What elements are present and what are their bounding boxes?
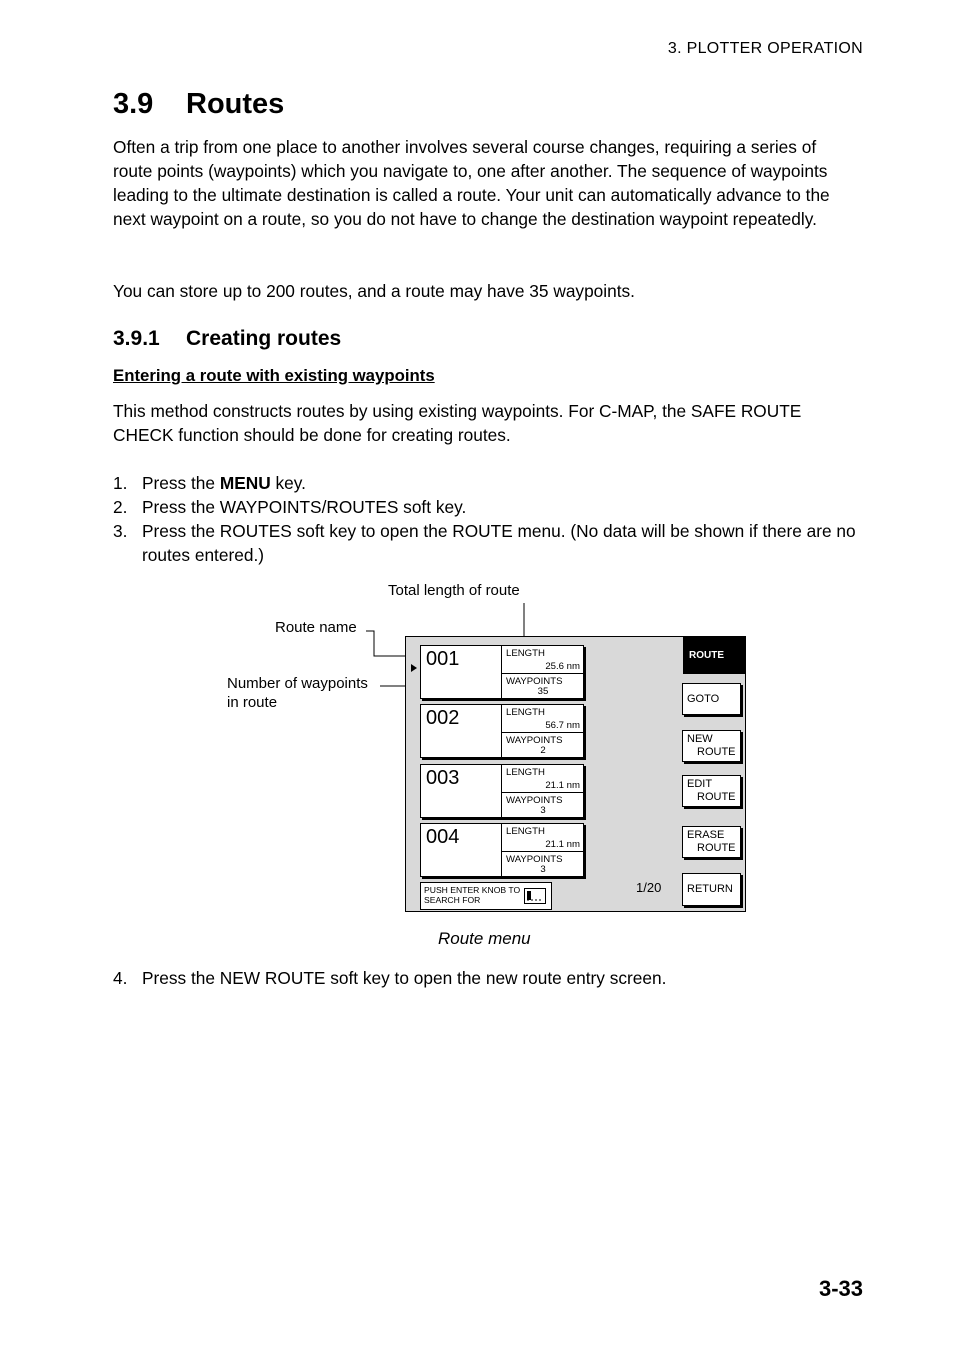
step-text: key.: [270, 473, 306, 493]
edit-route-label-line1: EDIT: [687, 778, 713, 790]
capacity-paragraph: You can store up to 200 routes, and a route may have 35 waypoints.: [113, 281, 635, 301]
waypoints-label: WAYPOINTS: [506, 676, 563, 687]
route-entry-003[interactable]: [420, 764, 584, 818]
route-length: 21.1 nm: [545, 839, 580, 850]
step-text: Press the WAYPOINTS/ROUTES soft key.: [142, 497, 467, 517]
subsection-title: Creating routes: [186, 327, 342, 350]
push-hint-line1: PUSH ENTER KNOB TO: [424, 885, 521, 895]
menu-key-name: MENU: [219, 473, 271, 493]
step-text: Press the ROUTES soft key to open the ROUTE menu. (No data will be shown if there are no routes entered.): [142, 521, 856, 565]
route-menu-screen: [405, 636, 746, 912]
erase-route-label-line2: ROUTE: [697, 842, 736, 854]
waypoint-count: 35: [537, 686, 549, 697]
new-route-label-line1: NEW: [687, 733, 713, 745]
route-name: 004: [426, 826, 460, 848]
page-indicator: 1/20: [636, 880, 662, 895]
return-label: RETURN: [687, 883, 733, 895]
length-label: LENGTH: [506, 826, 545, 837]
length-label: LENGTH: [506, 707, 545, 718]
callout-num-waypoints: Number of waypoints: [227, 675, 368, 692]
route-menu-title-text: ROUTE: [689, 650, 724, 661]
waypoints-label: WAYPOINTS: [506, 795, 563, 806]
page-number: 3-33: [818, 1276, 863, 1301]
step-number: 4.: [113, 968, 128, 988]
route-entry-001[interactable]: [420, 645, 584, 699]
push-hint-line2: SEARCH FOR: [424, 894, 481, 905]
waypoints-label: WAYPOINTS: [506, 854, 563, 865]
route-name: 002: [426, 707, 460, 729]
step-text: Press the: [142, 473, 220, 493]
route-entry-002[interactable]: [420, 704, 584, 758]
step-4: [113, 966, 858, 990]
route-name: 001: [426, 648, 460, 670]
route-menu-title: [683, 637, 745, 674]
edit-route-softkey[interactable]: [682, 775, 741, 807]
callout-total-length: Total length of route: [388, 582, 520, 599]
route-length: 25.6 nm: [545, 661, 580, 672]
figure-caption: Route menu: [438, 929, 531, 948]
intro-paragraph: Often a trip from one place to another involves several course changes, requiring a series of route points (waypoints) which you navigate to, one after another. The sequence of waypoints leading to the ultimate destination is called a route. Your unit can automatically advance to the next waypoint on a route, so you do not have to change the destination waypoint repeatedly.: [113, 137, 830, 229]
section-number: 3.9: [113, 88, 154, 120]
callout-route-name: Route name: [275, 619, 357, 636]
search-target-icon-glyph: [525, 889, 545, 903]
subsection-number: 3.9.1: [113, 327, 160, 350]
callout-num-waypoints-line2: in route: [227, 694, 278, 711]
edit-route-label-line2: ROUTE: [697, 791, 736, 803]
new-route-label-line2: ROUTE: [697, 746, 736, 758]
method-paragraph: This method constructs routes by using existing waypoints. For C-MAP, the SAFE ROUTE CHECK function should be done for creating routes.: [113, 401, 802, 445]
step-number: 3.: [113, 521, 128, 541]
waypoint-count: 2: [540, 745, 546, 756]
search-target-icon: [524, 888, 546, 904]
goto-label: GOTO: [687, 693, 720, 705]
cursor-pointer-icon: [411, 664, 417, 672]
waypoint-count: 3: [540, 864, 546, 875]
erase-route-softkey[interactable]: [682, 826, 741, 858]
running-header: 3. PLOTTER OPERATION: [667, 40, 863, 57]
step-text: Press the NEW ROUTE soft key to open the new route entry screen.: [142, 968, 667, 988]
step-number: 2.: [113, 497, 128, 517]
length-label: LENGTH: [506, 767, 545, 778]
new-route-softkey[interactable]: [682, 730, 741, 762]
route-length: 21.1 nm: [545, 780, 580, 791]
route-entry-004[interactable]: [420, 823, 584, 877]
route-name: 003: [426, 767, 460, 789]
goto-softkey[interactable]: [682, 683, 741, 715]
return-softkey[interactable]: [682, 873, 741, 906]
erase-route-label-line1: ERASE: [687, 829, 725, 841]
route-length: 56.7 nm: [545, 720, 580, 731]
length-label: LENGTH: [506, 648, 545, 659]
subheading: Entering a route with existing waypoints: [113, 366, 435, 385]
step-number: 1.: [113, 473, 128, 493]
section-title: Routes: [186, 88, 285, 120]
waypoint-count: 3: [540, 805, 546, 816]
push-enter-hint: [420, 882, 552, 910]
waypoints-label: WAYPOINTS: [506, 735, 563, 746]
